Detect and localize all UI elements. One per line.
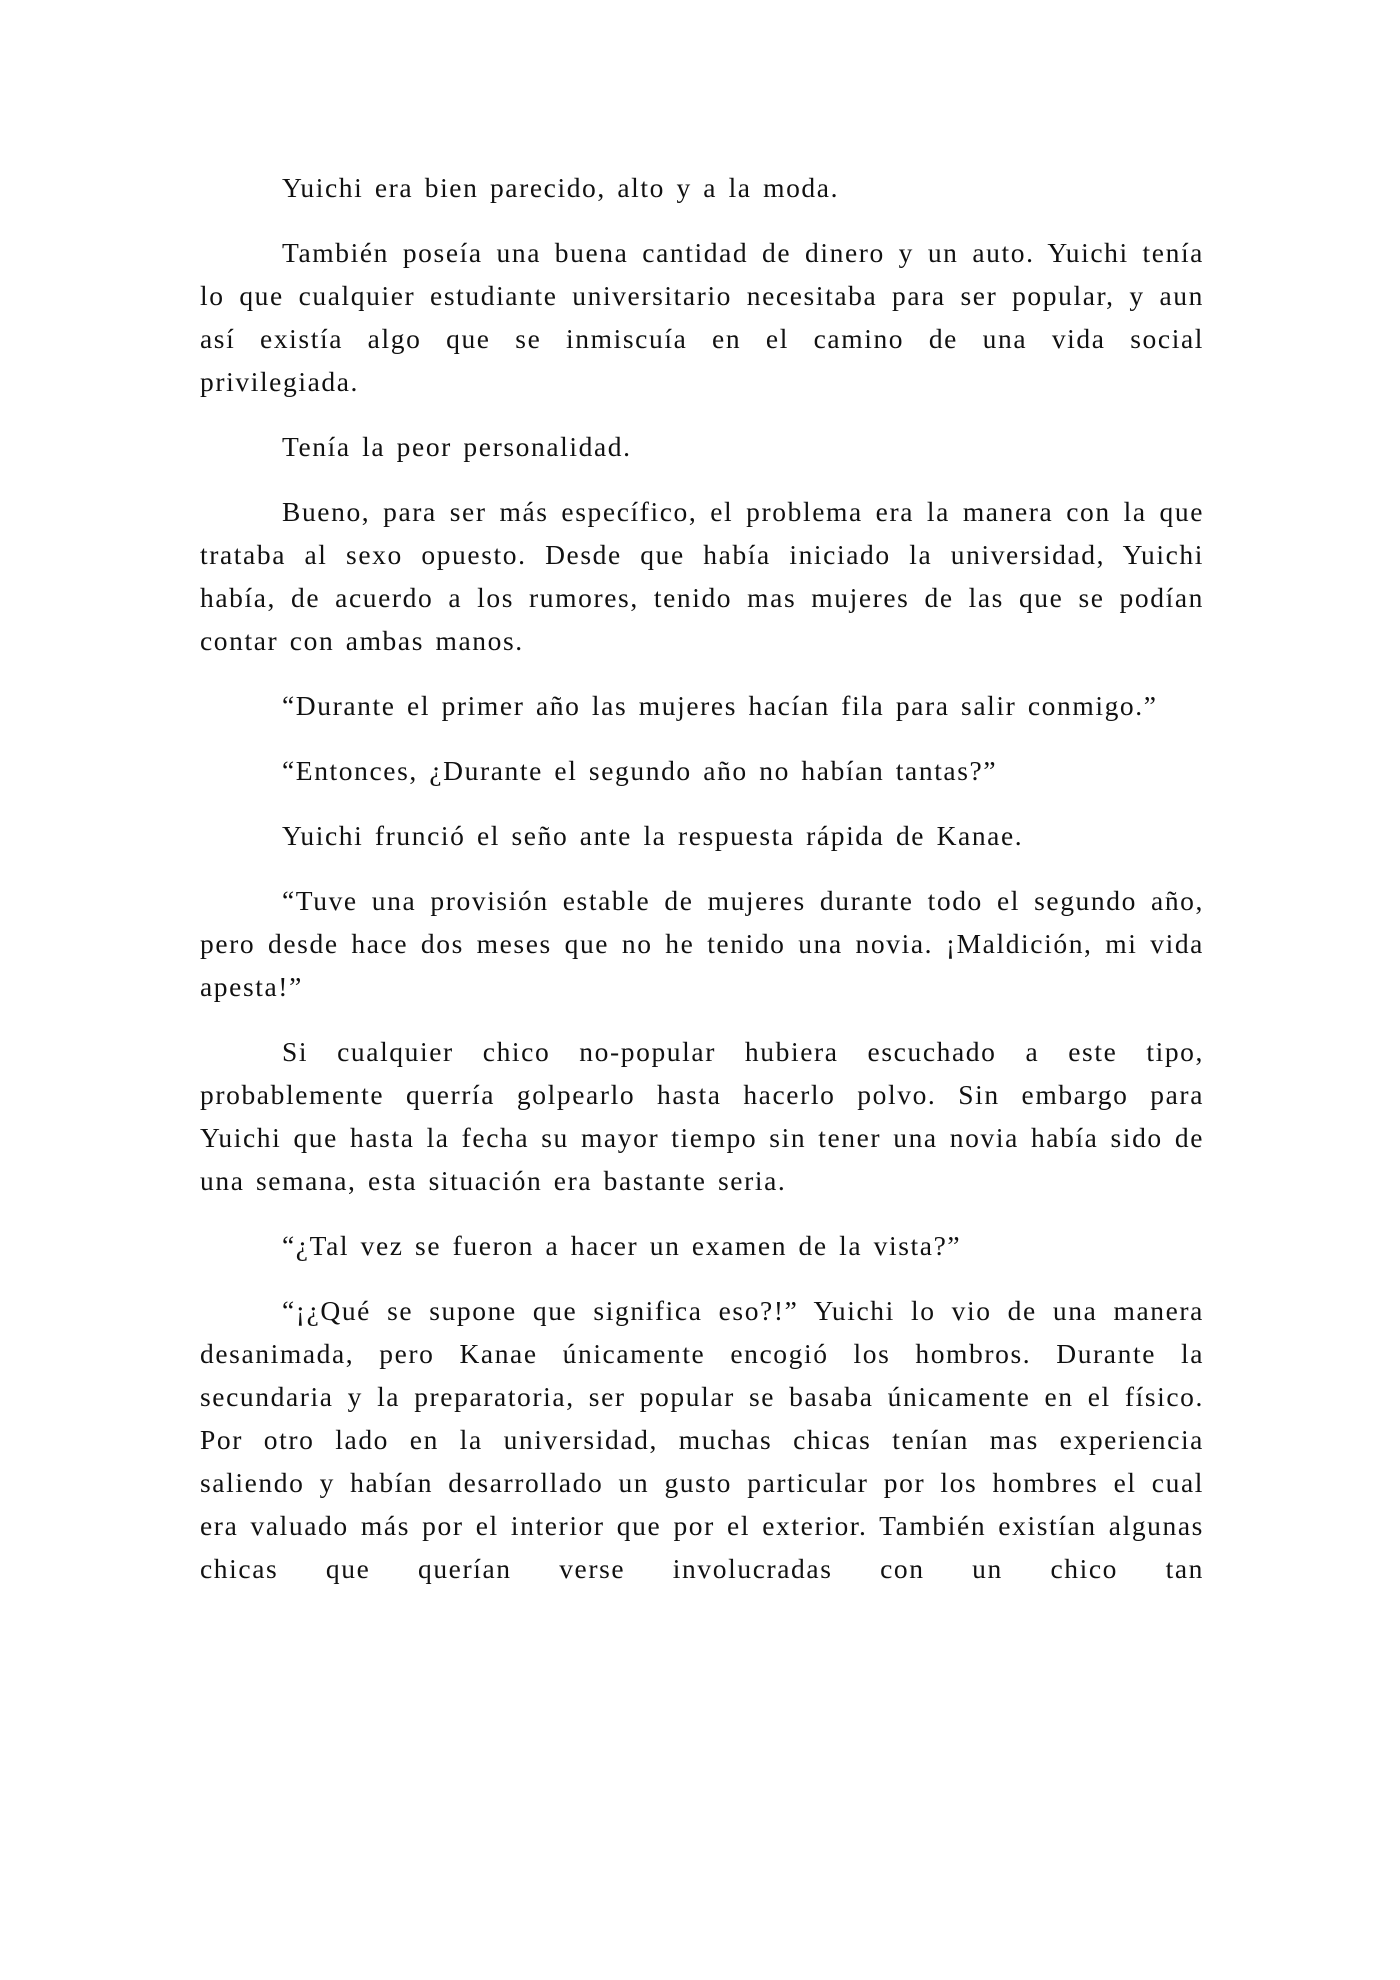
paragraph: Bueno, para ser más específico, el problema era la manera con la que trataba al sexo opuesto. Desde que había iniciado la universidad, Yuichi había, de acuerdo a los rumores, tenido mas mujeres de las que se podían contar con ambas manos.	[200, 496, 1204, 656]
document-body	[200, 166, 1204, 1590]
paragraph: Yuichi frunció el seño ante la respuesta rápida de Kanae.	[282, 820, 1024, 851]
paragraph: Yuichi era bien parecido, alto y a la moda.	[282, 172, 840, 203]
paragraph: “¿Tal vez se fueron a hacer un examen de la vista?”	[282, 1230, 962, 1261]
paragraph: “Durante el primer año las mujeres hacían fila para salir conmigo.”	[282, 690, 1158, 721]
paragraph: También poseía una buena cantidad de dinero y un auto. Yuichi tenía lo que cualquier estudiante universitario necesitaba para ser popular, y aun así existía algo que se inmiscuía en el camino de una vida social privilegiada.	[200, 237, 1204, 397]
paragraph: “¡¿Qué se supone que significa eso?!” Yuichi lo vio de una manera desanimada, pero Kanae únicamente encogió los hombros. Durante la secundaria y la preparatoria, ser popular se basaba únicamente en el físico. Por otro lado en la universidad, muchas chicas tenían mas experiencia saliendo y habían desarrollado un gusto particular por los hombres el cual era valuado más por el interior que por el exterior. También existían algunas chicas que querían verse involucradas con un chico tan	[200, 1295, 1204, 1584]
paragraph: “Entonces, ¿Durante el segundo año no habían tantas?”	[282, 755, 998, 786]
paragraph: Si cualquier chico no-popular hubiera escuchado a este tipo, probablemente querría golpearlo hasta hacerlo polvo. Sin embargo para Yuichi que hasta la fecha su mayor tiempo sin tener una novia había sido de una semana, esta situación era bastante seria.	[200, 1036, 1204, 1196]
paragraph: “Tuve una provisión estable de mujeres durante todo el segundo año, pero desde hace dos meses que no he tenido una novia. ¡Maldición, mi vida apesta!”	[200, 885, 1204, 1002]
paragraph: Tenía la peor personalidad.	[282, 431, 632, 462]
